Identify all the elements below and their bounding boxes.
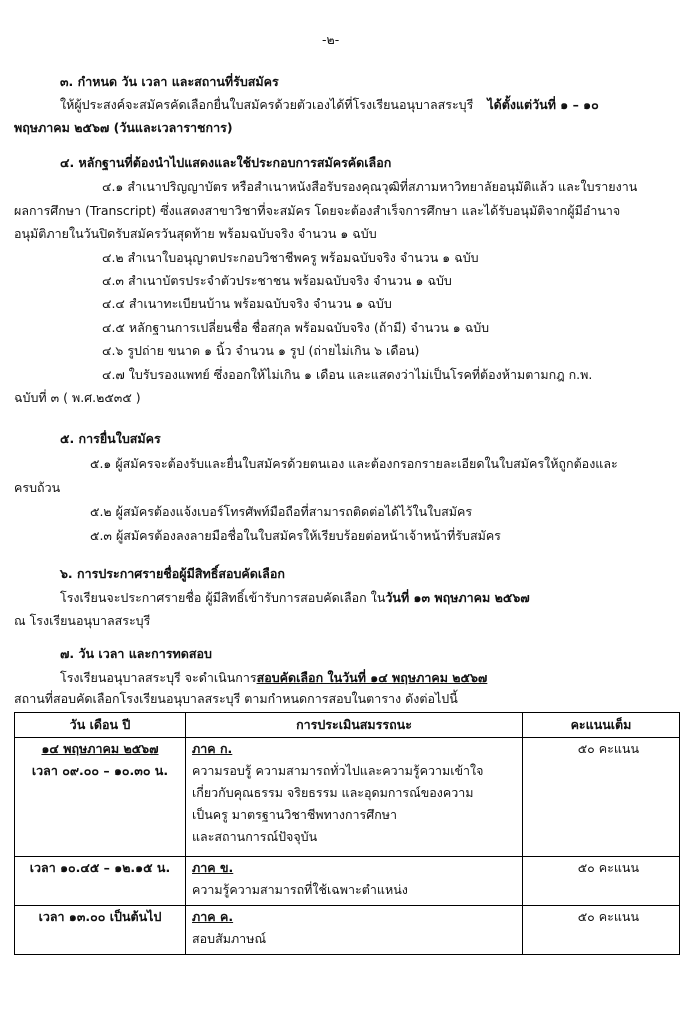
row-1-desc-3: เป็นครู มาตรฐานวิชาชีพทางการศึกษา [192,807,398,822]
section-5-item-2: ๕.๒ ผู้สมัครต้องแจ้งเบอร์โทรศัพท์มือถือที่สามารถติดต่อได้ไว้ในใบสมัคร [90,504,473,519]
row-2-date-cell [15,857,186,906]
exam-schedule-table [14,712,680,955]
section-4-item-5: ๔.๕ หลักฐานการเปลี่ยนชื่อ ชื่อสกุล พร้อมฉบับจริง (ถ้ามี) จำนวน ๑ ฉบับ [102,320,490,335]
row-1-assessment-cell [186,738,523,857]
table-row [15,857,680,906]
row-1-time: เวลา ๐๙.๐๐ – ๑๐.๓๐ น. [31,763,169,778]
section-5-item-3: ๕.๓ ผู้สมัครต้องลงลายมือชื่อในใบสมัครให้เรียบร้อยต่อหน้าเจ้าหน้าที่รับสมัคร [90,528,501,543]
row-1-score: ๕๐ คะแนน [577,741,639,756]
row-3-part: ภาค ค. [192,909,234,924]
table-row [15,906,680,955]
row-2-score: ๕๐ คะแนน [577,860,639,875]
section-4-heading: ๔. หลักฐานที่ต้องนำไปแสดงและใช้ประกอบการสมัครคัดเลือก [60,155,392,170]
row-3-desc-1: สอบสัมภาษณ์ [192,931,267,946]
section-7-line-1 [60,672,487,685]
row-3-assessment-cell [186,906,523,955]
section-3-line-1 [14,99,599,112]
row-2-assessment-cell [186,857,523,906]
section-4-item-1-line-3: อนุมัติภายในวันปิดรับสมัครวันสุดท้าย พร้อมฉบับจริง จำนวน ๑ ฉบับ [14,226,377,241]
section-4-item-1-line-2: ผลการศึกษา (Transcript) ซึ่งแสดงสาขาวิชาที่จะสมัคร โดยจะต้องสำเร็จการศึกษา และได้รับอนุมัติจากผู้มีอำนาจ [14,203,621,218]
section-4-item-2: ๔.๒ สำเนาใบอนุญาตประกอบวิชาชีพครู พร้อมฉบับจริง จำนวน ๑ ฉบับ [102,250,479,265]
section-3-text: ให้ผู้ประสงค์จะสมัครคัดเลือกยื่นใบสมัครด้วยตัวเองได้ที่โรงเรียนอนุบาลสระบุรี [60,97,474,112]
section-4-item-3: ๔.๓ สำเนาบัตรประจำตัวประชาชน พร้อมฉบับจริง จำนวน ๑ ฉบับ [102,273,452,288]
table-header-row [15,713,680,738]
section-4-item-7-line-2: ฉบับที่ ๓ ( พ.ศ.๒๕๓๕ ) [14,390,141,405]
section-6-line-2: ณ โรงเรียนอนุบาลสระบุรี [14,613,151,628]
section-4-item-1-line-1: ๔.๑ สำเนาปริญญาบัตร หรือสำเนาหนังสือรับรองคุณวุฒิที่สภามหาวิทยาลัยอนุมัติแล้ว และใบรายงาน [102,179,638,194]
header-date: วัน เดือน ปี [15,713,186,738]
table-row [15,738,680,857]
row-3-time: เวลา ๑๓.๐๐ เป็นต้นไป [38,909,162,924]
section-6-heading: ๖. การประกาศรายชื่อผู้มีสิทธิ์สอบคัดเลือก [60,566,285,581]
row-3-score: ๕๐ คะแนน [577,909,639,924]
section-7-text: โรงเรียนอนุบาลสระบุรี จะดำเนินการ [60,670,257,685]
row-1-desc-4: และสถานการณ์ปัจจุบัน [192,829,318,844]
section-3-line-2: พฤษภาคม ๒๕๖๗ (วันและเวลาราชการ) [14,120,233,135]
section-3-heading: ๓. กำหนด วัน เวลา และสถานที่รับสมัคร [60,74,279,89]
row-3-score-cell [523,906,680,955]
section-4-item-4: ๔.๔ สำเนาทะเบียนบ้าน พร้อมฉบับจริง จำนวน ๑ ฉบับ [102,296,392,311]
header-full-score: คะแนนเต็ม [523,713,680,738]
row-2-time: เวลา ๑๐.๔๕ – ๑๒.๑๕ น. [29,860,171,875]
row-3-date-cell [15,906,186,955]
row-1-desc-1: ความรอบรู้ ความสามารถทั่วไปและความรู้ความเข้าใจ [192,763,484,778]
row-2-part: ภาค ข. [192,860,234,875]
section-7-heading: ๗. วัน เวลา และการทดสอบ [60,646,212,661]
row-1-part: ภาค ก. [192,741,233,756]
row-1-date-cell [15,738,186,857]
section-4-item-7-line-1: ๔.๗ ใบรับรองแพทย์ ซึ่งออกให้ไม่เกิน ๑ เดือน และแสดงว่าไม่เป็นโรคที่ต้องห้ามตามกฎ ก.พ. [102,367,593,382]
section-7-line-2: สถานที่สอบคัดเลือกโรงเรียนอนุบาลสระบุรี ตามกำหนดการสอบในตาราง ดังต่อไปนี้ [14,691,458,706]
row-2-score-cell [523,857,680,906]
section-4-item-6: ๔.๖ รูปถ่าย ขนาด ๑ นิ้ว จำนวน ๑ รูป (ถ่ายไม่เกิน ๖ เดือน) [102,343,420,358]
row-1-score-cell [523,738,680,857]
section-5-item-1-line-1: ๕.๑ ผู้สมัครจะต้องรับและยื่นใบสมัครด้วยตนเอง และต้องกรอกรายละเอียดในใบสมัครให้ถูกต้องและ [90,456,618,471]
section-5-heading: ๕. การยื่นใบสมัคร [60,431,161,446]
section-5-item-1-line-2: ครบถ้วน [14,480,61,495]
section-6-date: วันที่ ๑๓ พฤษภาคม ๒๕๖๗ [385,590,530,605]
section-7-exam-date: สอบคัดเลือก ในวันที่ ๑๔ พฤษภาคม ๒๕๖๗ [256,670,488,685]
section-6-line-1 [60,592,530,605]
section-3-date-range: ได้ตั้งแต่วันที่ ๑ – ๑๐ [487,97,599,112]
header-assessment: การประเมินสมรรถนะ [186,713,523,738]
row-1-desc-2: เกี่ยวกับคุณธรรม จริยธรรม และอุดมการณ์ของความ [192,785,474,800]
row-1-date: ๑๔ พฤษภาคม ๒๕๖๗ [41,741,159,756]
section-6-text: โรงเรียนจะประกาศรายชื่อ ผู้มีสิทธิ์เข้ารับการสอบคัดเลือก ใน [60,590,386,605]
page-number: -๒- [322,32,340,47]
row-2-desc-1: ความรู้ความสามารถที่ใช้เฉพาะตำแหน่ง [192,882,408,897]
